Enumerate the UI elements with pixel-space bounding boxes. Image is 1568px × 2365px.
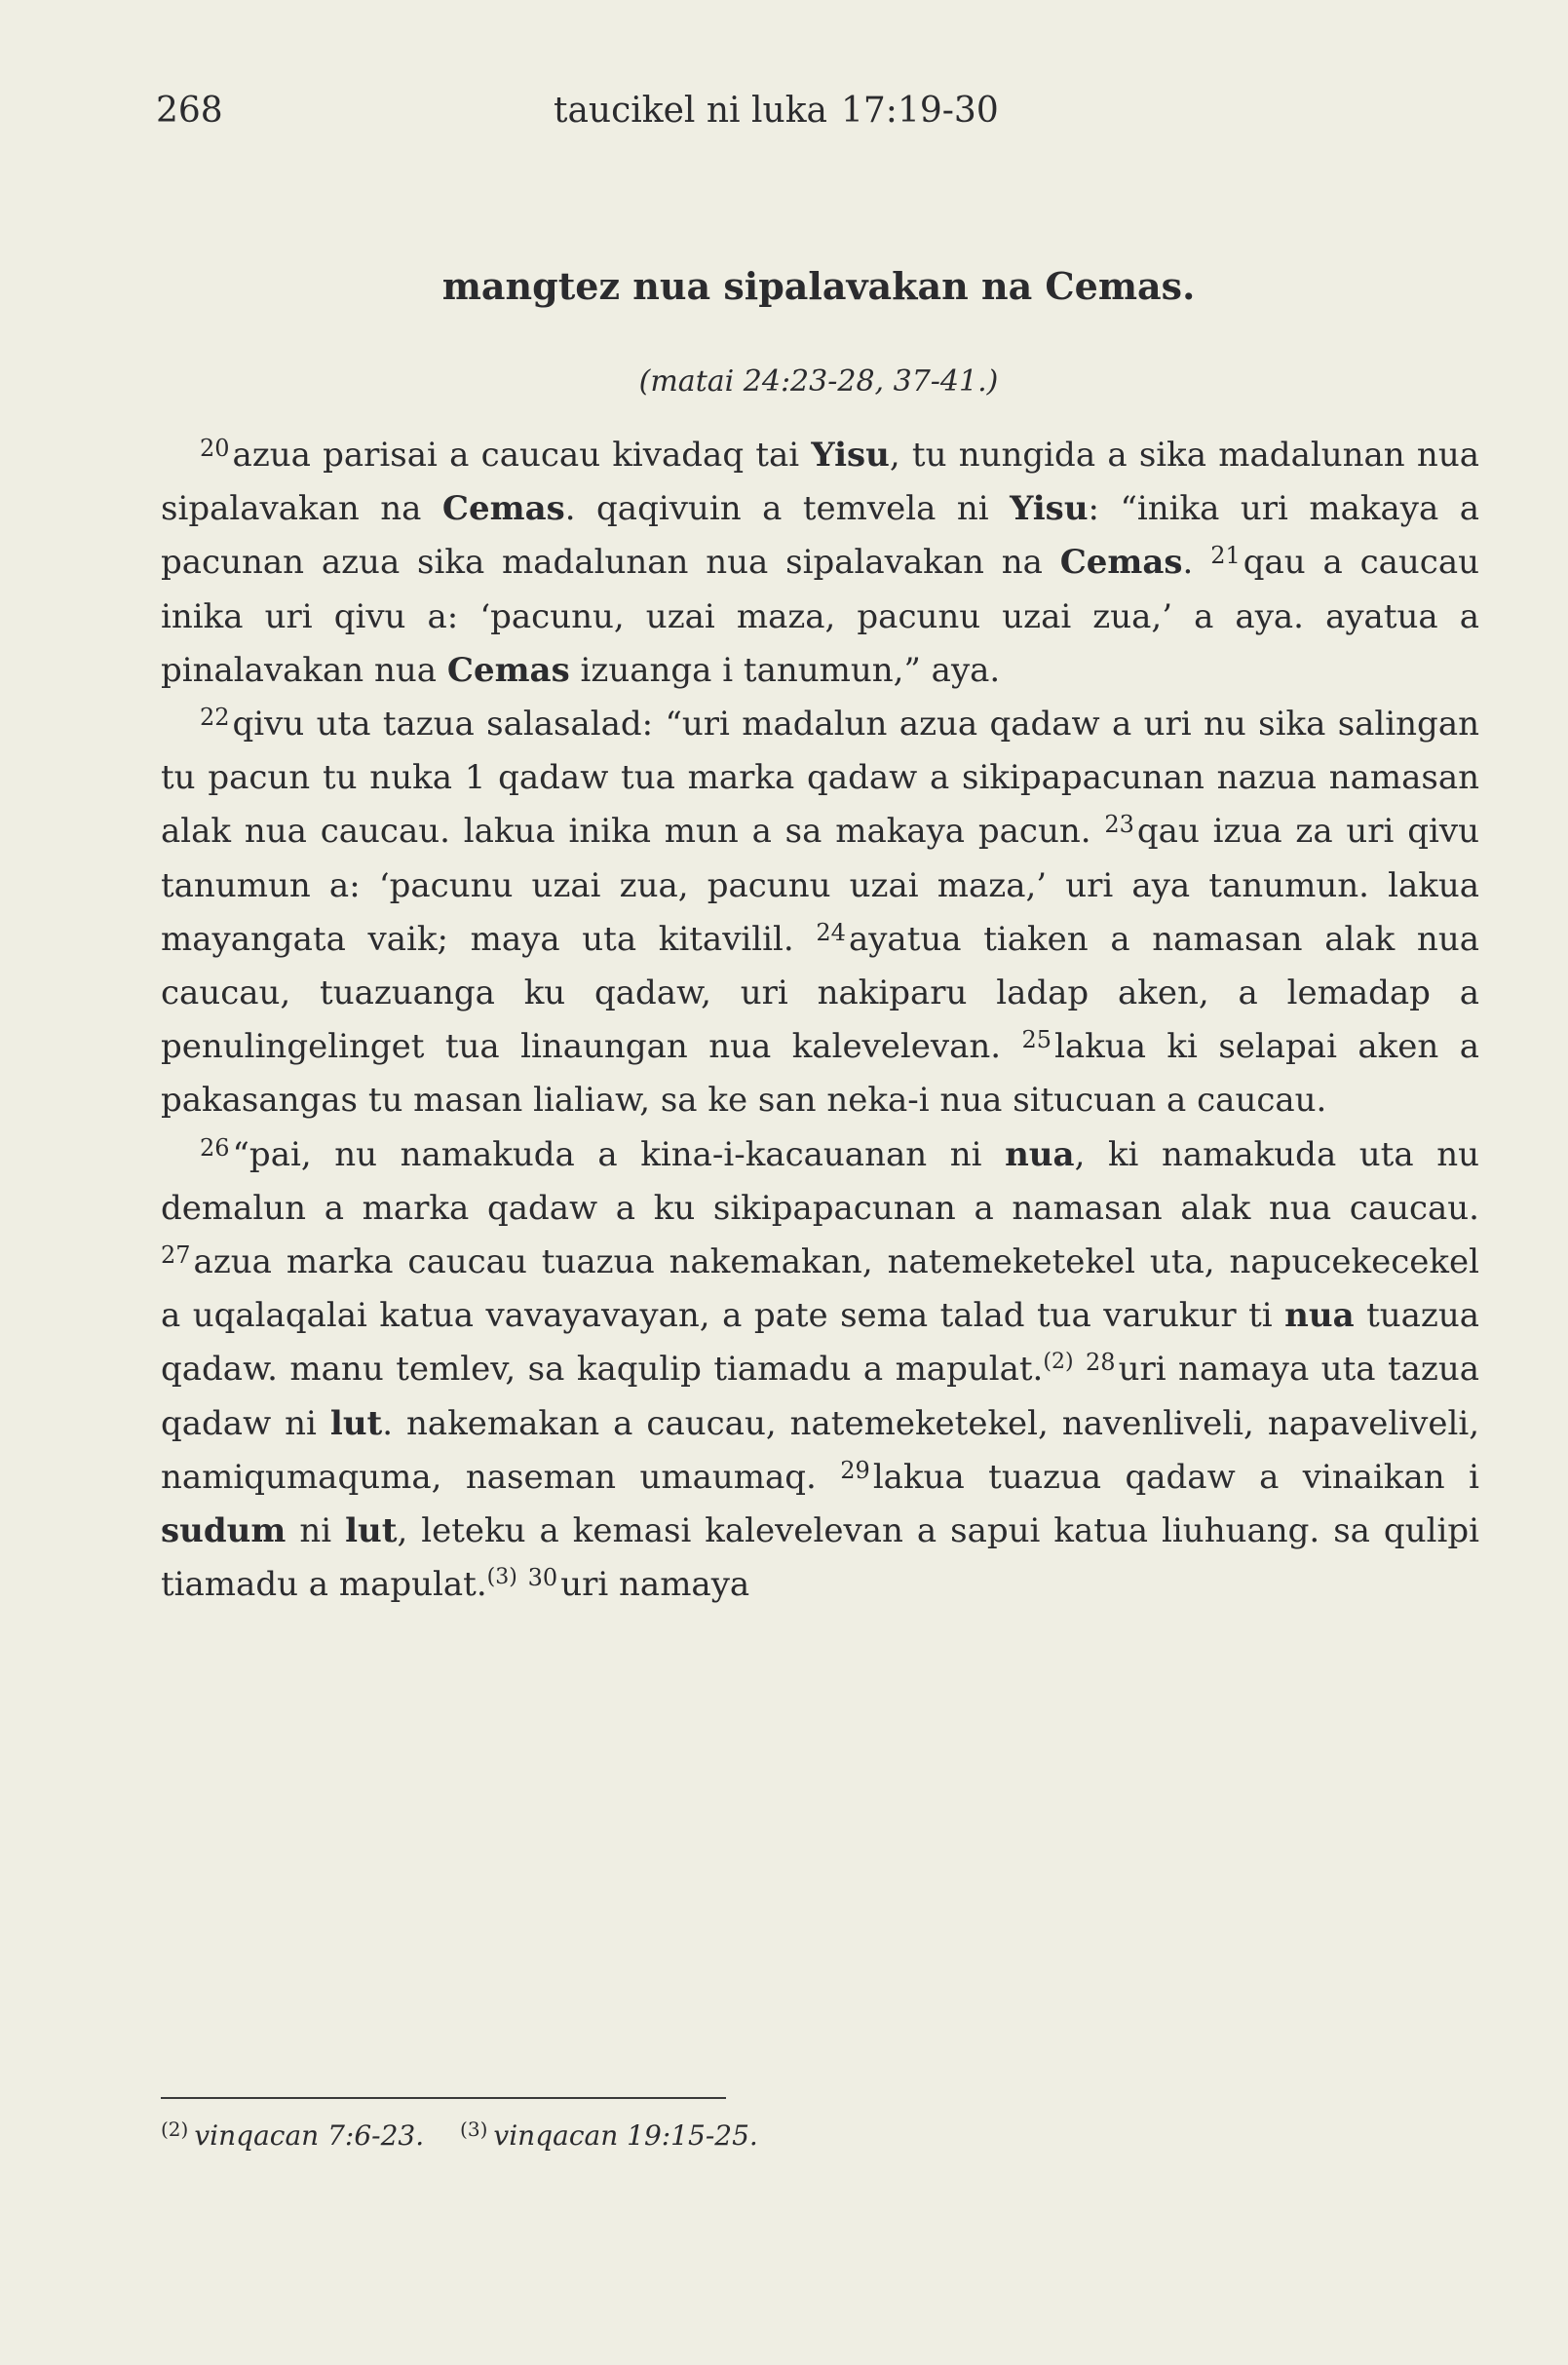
verse-text-bold: Cemas (441, 489, 565, 529)
body-text (161, 429, 1479, 1612)
verse-text: “pai, nu namakuda a kina-i-kacauanan ni (232, 1134, 1006, 1174)
verse-number: 28 (1086, 1349, 1116, 1377)
footnote-reference: vinqacan 19:15-25. (493, 2119, 758, 2152)
footnotes (161, 2118, 1330, 2154)
footnote-mark: (3) (460, 2117, 488, 2141)
verse-text: qivu uta tazua salasalad: “uri madalun azua qadaw a uri nu sika salingan tu pacun tu nuka 1 qadaw tua marka qadaw a sikipapacunan nazua namasan alak nua caucau. lakua inika mun a sa makaya pacun. (161, 705, 1479, 852)
book-title: taucikel ni luka (554, 91, 827, 131)
verse-text: : “inika uri makaya a pacunan azua sika madalunan nua sipalavakan na (161, 489, 1480, 583)
verse-text: ayatua tiaken a namasan alak nua caucau, tuazuanga ku qadaw, uri nakiparu ladap aken, a lemadap a penulingelinget tua linaungan nua kalevelevan. (161, 919, 1479, 1067)
verse-text-bold: Yisu (811, 436, 890, 475)
footnote-marker[interactable]: (2) (1043, 1350, 1074, 1375)
verse-text: lakua ki selapai aken a pakasangas tu masan lialiaw, sa ke san neka-i nua situcuan a caucau. (161, 1027, 1479, 1121)
verse-number: 22 (200, 704, 230, 732)
verse-text: , leteku a kemasi kalevelevan a sapui katua liuhuang. sa qulipi tiamadu a mapulat. (161, 1511, 1479, 1605)
footnote-divider (161, 2097, 726, 2099)
verse-text-bold: nua (1005, 1134, 1075, 1174)
verse-text: . qaqivuin a temvela ni (564, 489, 1011, 529)
footnote (161, 2119, 424, 2152)
verse-number: 20 (200, 435, 230, 462)
verse-text: uri namaya (560, 1565, 750, 1605)
verse-text: azua parisai a caucau kivadaq tai (232, 436, 812, 475)
verse-number: 25 (1021, 1026, 1052, 1054)
verse-text: azua marka caucau tuazua nakemakan, natemeketekel uta, napucekecekel a uqalaqalai katua vavayavayan, a pate sema talad tua varukur ti (161, 1242, 1479, 1336)
verse-text-bold: lut (345, 1511, 398, 1551)
verse-text: lakua tuazua qadaw a vinaikan i (872, 1457, 1479, 1497)
footnote-marker[interactable]: (3) (486, 1565, 517, 1590)
verse-number: 23 (1104, 811, 1134, 839)
verse-text: qau a caucau inika uri qivu a: ‘pacunu, uzai maza, pacunu uzai zua,’ a aya. ayatua a pinalavakan nua (161, 543, 1479, 690)
verse-text: . (1182, 543, 1194, 583)
chapter-reference: 17:19-30 (841, 91, 999, 131)
verse-text: qau izua za uri qivu tanumun a: ‘pacunu uzai zua, pacunu uzai maza,’ uri aya tanumun. lakua mayangata vaik; maya uta kitavilil. (161, 812, 1479, 959)
verse-text-bold: Cemas (1059, 543, 1183, 583)
verse-text: uri namaya uta tazua qadaw ni (161, 1350, 1480, 1443)
paragraph (161, 1128, 1479, 1613)
footnote-mark: (2) (161, 2117, 189, 2141)
verse-number: 21 (1210, 542, 1241, 570)
page-number: 268 (156, 91, 223, 131)
verse-text: , tu nungida a sika madalunan nua sipalavakan na (161, 436, 1479, 529)
verse-text-bold: lut (329, 1403, 383, 1443)
parallel-reference: (matai 24:23-28, 37-41.) (638, 364, 999, 399)
verse-text-bold: nua (1284, 1296, 1355, 1336)
paragraph (161, 429, 1479, 698)
paragraph (161, 698, 1479, 1128)
running-title (554, 90, 999, 133)
verse-text-bold: sudum (161, 1511, 287, 1551)
section-heading: mangtez nua sipalavakan na Cemas. (441, 264, 1196, 308)
verse-number: 29 (840, 1456, 870, 1484)
verse-text: ni (286, 1511, 346, 1551)
verse-number: 27 (161, 1241, 191, 1270)
verse-number: 26 (200, 1133, 230, 1162)
verse-text-bold: Cemas (446, 650, 570, 690)
verse-number: 24 (816, 918, 846, 946)
verse-text: , ki namakuda uta nu demalun a marka qadaw a ku sikipapacunan a namasan alak nua caucau. (161, 1134, 1479, 1228)
verse-number: 30 (527, 1564, 558, 1592)
footnote-reference: vinqacan 7:6-23. (194, 2119, 425, 2152)
verse-text: tuazua qadaw. manu temlev, sa kaqulip tiamadu a mapulat. (161, 1296, 1479, 1390)
verse-text-bold: Yisu (1010, 489, 1089, 529)
verse-text: izuanga i tanumun,” aya. (569, 650, 1001, 690)
verse-text: . nakemakan a caucau, natemeketekel, navenliveli, napaveliveli, namiqumaquma, naseman umaumaq. (161, 1403, 1480, 1497)
footnote (460, 2119, 758, 2152)
